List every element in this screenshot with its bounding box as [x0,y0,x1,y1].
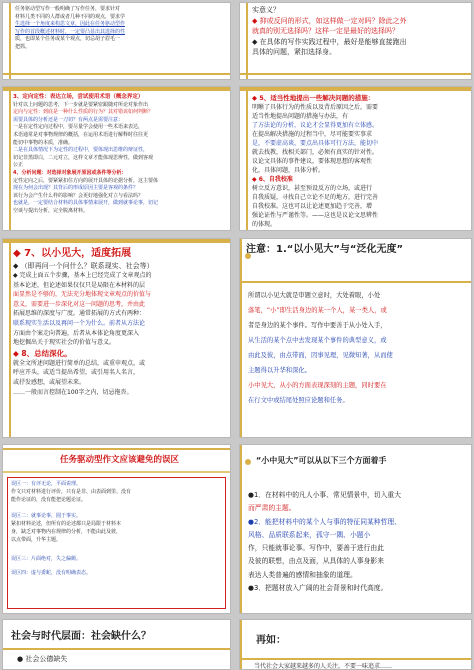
slide2-line: 抑或反问的形式，如这样做一定对吗？除此之外 [259,16,407,25]
slide6-line: 者是身边的某个事件。写作中要善于从小处入手， [248,322,387,329]
slide5-line: 基本论述，但论述如果仅仅只是局限在本材料的层 [13,281,146,289]
slide3-line: 二是在具体情况下为定性的过程中，要体现出思维的辩证性， [13,147,149,154]
slide10-text: 当代社会大家越来越多的人关注，不要一味追求…… [254,663,393,670]
slide-10 [239,619,472,670]
slide3-line: 一是在定性定向过程中，要尽量学会使用一些术语来表达， [13,124,144,131]
slide5-heading-text: 8、总结深化。 [21,348,72,358]
slide3-line: 切记非黑即白，二元对立，这样文章才能体现思辨性，做到客观 [13,154,154,161]
slide1-line: 生选择一个角度来构思文章，因此在任务驱动型作 [15,21,126,28]
slide5-line: 面显然是不够的，无法充分地体现文章观点的价值与 [13,291,152,299]
slide6-line: 在行文中或结尾处照应论题和任务。 [248,397,349,404]
slide5-line: 联系现实生活以及再问一个为什么。前者从方法论 [13,319,146,327]
slide6-line: 由此及彼，由点带面，因事见理，见微知著，从而使 [248,352,393,359]
slide6-line: 落笔，“小”即生活身边的某一个人，某一类人，或 [248,307,387,314]
slide7-line: 误区三：片面绝对，失之偏颇。 [11,556,82,563]
slide7-title: 任务驱动型作文应该避免的误区 [59,455,179,465]
slide7-line: 身，缺乏对事物内在规律的分析，不能由此及彼， [11,529,122,536]
decor-bar [240,87,471,91]
slide9-bullet: ● 社会公德缺失 [17,655,68,663]
slide4-line: 自我校准。这也可以让论述更加趋于完善，增 [252,203,373,210]
slide4-heading: ◆ 6、自我校准 [252,176,293,183]
slide2-bullet: ◆ 抑或反问的形式，如这样做一定对吗？除此之外 [252,16,407,25]
slide4-heading-text: 5、适当性地提出一些解决问题的措施： [259,94,375,102]
decor-line [3,471,230,473]
slide7-line: 误区二：就事论事，囿于事实。 [11,512,82,519]
decor-line [9,239,11,437]
slide4-line: 议论文具体的事件建议，要体现思想的客观性 [252,158,373,165]
slide8-line: 1．在材料中的凡人小事、常见情景中，切入重大 [253,491,401,499]
slide7-line: 作文只对材料进行评价，只有是非、由表面到里、没有 [11,489,132,496]
slide-5 [2,238,231,438]
decor-line [3,448,230,450]
slide5-line: 或抒发感想，或展望未来。 [13,378,86,386]
decor-line [240,445,242,613]
slide8-bullet: ●1．在材料中的凡人小事、常见情景中，切入重大 [248,491,401,499]
slide-2 [239,2,472,80]
slide3-line: 需要具体的分析还是一刀切？有两点是需要注意： [13,116,124,123]
slide5-line: 呼应开头，或适当提出希望，或引用名人名言， [13,369,140,377]
slide2-bullet: ◆ 在具体的写作实践过程中，最好是能够直接跑出 [252,37,407,46]
slide-9 [2,619,231,670]
decor-line [3,648,230,650]
slide8-line: 2．能把材料中的某个人与事的特征同某种哲理、 [253,517,401,526]
slide1-line: 把抓。 [15,43,31,50]
slide-4 [239,86,472,231]
slide-3 [2,86,231,231]
slide6-line: 小中见大，从小的方面表现深刻的主题，同时要在 [248,382,387,389]
slide3-line: 定向与定性：到底是一种什么性质的行为？其对错该如何判断？ [13,109,154,116]
slide1-line: 写作的首段概述材料时，一定要凸显出其选择的性 [15,28,126,35]
slide5-subtitle: ◆ （即再问一个问什么？联系现实、社会等） [13,262,154,270]
decor-line [246,87,248,230]
slide-1 [2,2,231,80]
slide4-line: 明晰了具体行为的性质以及背后原因之后，需要 [252,104,379,111]
slide4-line: 在提出解决措施的过程当中，尽可能要实事求 [252,131,373,138]
decor-line [9,3,11,79]
decor-bar [3,87,230,91]
slide10-title: 再如： [256,635,286,646]
slide3-line: 该行为会产生什么样的影响？会更好地强化对立与看法吗？ [13,192,144,199]
slide2-line: 就真的别无选择吗？这样一定是最好的选择吗？ [252,27,399,36]
decor-line [240,239,242,437]
slide3-line: 公正 [13,162,24,169]
slide4-line: 强论证性与严谨性等。——这也是议论文思辨性 [252,212,379,219]
slide4-line: 化，具体问题，具体分析。 [252,167,325,174]
slide3-heading: 3、定向定性：表达立场，尝试使用术语（概念界定） [13,94,144,100]
slide4-line: 是，不要虚高谈，要点出具体可行方法，能切中 [252,140,379,147]
decor-line [240,620,242,669]
slide6-title: 注意：1.“以小见大”与“泛化无度” [246,244,404,255]
slide5-line: 拓展思维的深度与广度。通常拓展的方式有两种： [13,310,146,318]
slide8-line: 表达人类普遍的感情和抽象的道理。 [248,570,357,579]
slide-6 [239,238,472,438]
slide5-line: 完成上面五个步骤，基本上已经完成了文章观点的 [19,272,152,279]
decor-line [240,281,471,283]
slide5-line: 意义，需要进一步深化对这一问题的思考，并由此 [13,300,146,308]
slide3-line: 现在为何会出现？其背后的形成原因主要是客观的条件？ [13,185,139,192]
decor-dot [245,459,251,465]
slide3-line: 也就是，一定要结合材料的具体事情来展开，做到就事论事，切记 [13,200,159,207]
slide6-line: 主题得以升华和深化。 [248,367,311,374]
slide4-line: 树立反方意识，甚至预设反方的立场，或进行 [252,185,373,192]
slide5-line: 方面由个案走向普遍，后者从本体论角度更深入 [13,329,140,337]
slide1-line: 任务驱动型写作一般明确了写作任务，要求针对 [15,6,121,12]
slide7-box [7,477,226,609]
slide2-line: 实意义？ [252,6,280,14]
slide4-line: 就去找教，找相关部门，必须有真实的针对性。 [252,149,379,156]
decor-line [240,73,471,75]
slide3-line: 能切中事物的本质，准确。 [13,139,74,146]
slide8-bullet: ●3．把题材放入广阔的社会背景和时代高度。 [248,584,388,593]
slide7-line: 紧扣材料论述，但所有的论述都只是局限于材料本 [11,520,122,527]
slide6-line: 所谓以小见大就是审题立意时，大处着眼，小处 [248,292,381,299]
slide7-line: 误区一：有评无论，平面说理。 [11,481,82,487]
slide1-line: 材料几类不同的人群或者几种不同的观点，要求学 [15,13,126,20]
slide3-line: 针对以上问题的思考，下一步就是要紧密跟随对所论对象作出 [13,101,149,108]
slide1-line: 质，也即某个任务或某个观点，切忌胡子眉毛一 [15,36,121,43]
slide8-line: 作，只能就事论事。写作中，要善于进行由此 [248,544,384,553]
slide3-line: 空谈与提出分析，完全脱离材料。 [13,207,89,214]
slide2-line: 在具体的写作实践过程中，最好是能够直接跑出 [259,37,407,46]
slide5-line: ……一般而言控制在100字之内，切忌拖沓。 [13,388,133,396]
decor-line [240,658,471,660]
slide-7 [2,444,231,614]
slide3-line: 术语通常是对事物规律的概括，在运用术语进行解释时往往更 [13,131,149,138]
decor-line [3,73,230,75]
slide3-line: 定性定向之后，要紧紧扣住方向的展开具体的论据分析，这主要体 [13,177,159,184]
slide7-line: 以点带面，升华主题。 [11,537,62,544]
slide7-line: 误区四：虚与委蛇，没有明确表态。 [11,569,92,576]
slide4-heading: ◆ 5、适当性地提出一些解决问题的措施： [252,94,375,102]
slide4-line: 适当性地提出问题的措施与办法，有 [252,113,349,120]
decor-line [246,3,248,79]
slide5-heading: ◆ 8、总结深化。 [13,348,72,358]
slide8-line: 而严肃的主题。 [248,504,296,513]
slide-8 [239,444,472,614]
slide8-line: 及彼的联想，由点及面，从具体的人事身影来 [248,557,384,566]
slide9-title: 社会与时代层面：社会缺什么？ [11,631,151,642]
slide8-bullet: ●2．能把材料中的某个人与事的特征同某种哲理、 [248,517,401,526]
slide3-heading: 4、分析问题：对选择对象展开原因或条件等分析： [13,169,127,176]
slide5-title: ◆ 7、以小见大，适度拓展 [13,248,132,259]
slide8-line: 风格、品质联系起来，孤守一隅、小题小 [248,530,371,539]
decor-bar [3,239,230,243]
slide5-subtitle-text: （即再问一个问什么？联系现实、社会等） [20,262,154,270]
slide5-line: 地挖掘出关于现实社会的价值与意义。 [13,339,116,347]
slide8-title: “小中见大”可以从以下三个方面着手 [256,456,387,465]
slide7-line: 能作论证的，没有能把论题论证。 [11,497,87,504]
slide9-item: 社会公德缺失 [25,655,68,663]
slide4-line: 了方法论的分析，议论才会显得更加有立体感。 [252,122,379,129]
slide4-heading-text: 6、自我校准 [258,176,293,183]
slide8-line: 3．把题材放入广阔的社会背景和时代高度。 [253,584,388,593]
slide5-bullet: ◆ 完成上面五个步骤，基本上已经完成了文章观点的 [13,272,152,279]
slide5-title-text: 7、以小见大，适度拓展 [24,248,132,259]
slide4-line: 的体现。 [252,221,277,228]
decor-line [9,87,11,230]
slide2-line: 具体的问题，紧扣选择身。 [252,48,336,57]
slide4-line: 自我质疑，寻找自己立论不足的地方，进行完善 [252,194,379,201]
slide6-line: 从生活的某个点中去发现某个事件的典型意义，或 [248,337,387,344]
slide5-line: 就全文所述问题进行简单的总结，或重申观点，或 [13,359,146,367]
